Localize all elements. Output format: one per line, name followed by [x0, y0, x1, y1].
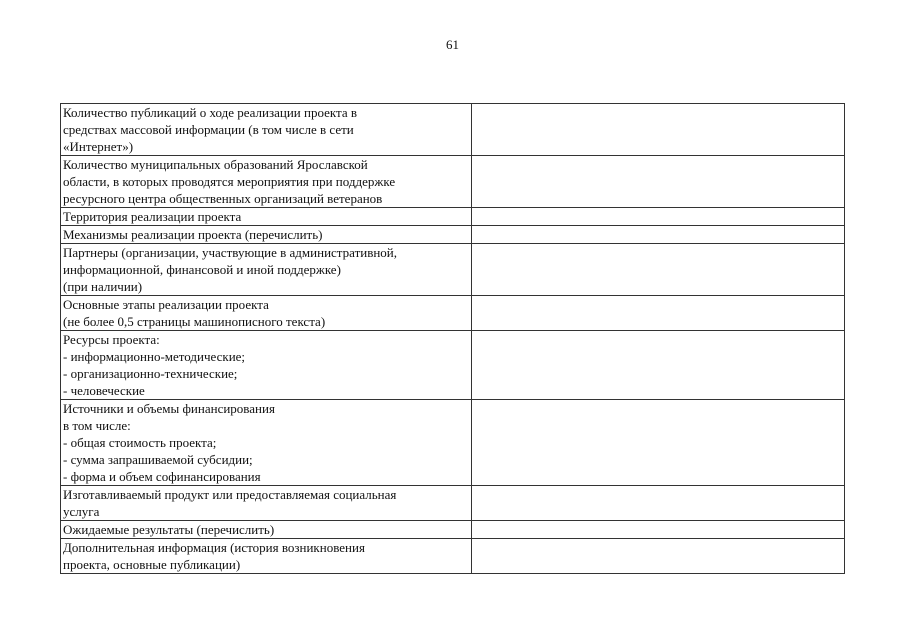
table-row [61, 539, 845, 574]
row-label-line: информационной, финансовой и иной поддержке) [63, 262, 341, 277]
row-label-cell [61, 208, 472, 226]
row-label-line: - информационно-методические; [63, 349, 246, 364]
table-row [61, 208, 845, 226]
row-label-cell [61, 226, 472, 244]
row-value-cell[interactable] [472, 331, 845, 400]
page-number: 61 [446, 37, 459, 52]
row-value-cell[interactable] [472, 486, 845, 521]
row-label-line: Партнеры (организации, участвующие в административной, [63, 245, 398, 260]
table-row [61, 331, 845, 400]
row-label-line: Изготавливаемый продукт или предоставляемая социальная [63, 487, 397, 502]
table-row [61, 400, 845, 486]
row-label-line: Ожидаемые результаты (перечислить) [63, 522, 275, 537]
row-label-line: - сумма запрашиваемой субсидии; [63, 452, 253, 467]
row-label-line: - форма и объем софинансирования [63, 469, 261, 484]
row-label-line: услуга [63, 504, 100, 519]
row-label-cell [61, 156, 472, 208]
row-label-line: Основные этапы реализации проекта [63, 297, 269, 312]
row-label-line: Источники и объемы финансирования [63, 401, 275, 416]
row-value-cell[interactable] [472, 208, 845, 226]
table-row [61, 521, 845, 539]
row-label-line: проекта, основные публикации) [63, 557, 241, 572]
table-row [61, 486, 845, 521]
row-value-cell[interactable] [472, 156, 845, 208]
row-label-cell [61, 331, 472, 400]
row-value-cell[interactable] [472, 296, 845, 331]
row-label-cell [61, 539, 472, 574]
table-row [61, 104, 845, 156]
row-value-cell[interactable] [472, 521, 845, 539]
row-label-line: Количество публикаций о ходе реализации проекта в [63, 105, 358, 120]
row-value-cell[interactable] [472, 539, 845, 574]
row-label-cell [61, 296, 472, 331]
table-row [61, 156, 845, 208]
row-label-line: Территория реализации проекта [63, 209, 242, 224]
row-label-line: Количество муниципальных образований Ярославской [63, 157, 368, 172]
row-value-cell[interactable] [472, 104, 845, 156]
table-row [61, 296, 845, 331]
table-body [61, 104, 845, 574]
row-label-line: в том числе: [63, 418, 131, 433]
row-value-cell[interactable] [472, 226, 845, 244]
row-value-cell[interactable] [472, 400, 845, 486]
row-label-line: (не более 0,5 страницы машинописного текста) [63, 314, 326, 329]
row-label-cell [61, 104, 472, 156]
project-form-table [60, 103, 845, 574]
row-label-cell [61, 244, 472, 296]
row-label-line: - общая стоимость проекта; [63, 435, 217, 450]
row-label-line: средствах массовой информации (в том числе в сети [63, 122, 354, 137]
row-label-line: (при наличии) [63, 279, 143, 294]
row-label-line: области, в которых проводятся мероприятия при поддержке [63, 174, 396, 189]
row-label-line: Ресурсы проекта: [63, 332, 160, 347]
row-label-cell [61, 486, 472, 521]
row-label-cell [61, 400, 472, 486]
row-label-line: - организационно-технические; [63, 366, 238, 381]
row-label-line: Дополнительная информация (история возникновения [63, 540, 365, 555]
row-label-line: Механизмы реализации проекта (перечислить) [63, 227, 323, 242]
row-value-cell[interactable] [472, 244, 845, 296]
table-row [61, 226, 845, 244]
row-label-cell [61, 521, 472, 539]
table-row [61, 244, 845, 296]
row-label-line: ресурсного центра общественных организаций ветеранов [63, 191, 383, 206]
row-label-line: - человеческие [63, 383, 145, 398]
row-label-line: «Интернет») [63, 139, 134, 154]
